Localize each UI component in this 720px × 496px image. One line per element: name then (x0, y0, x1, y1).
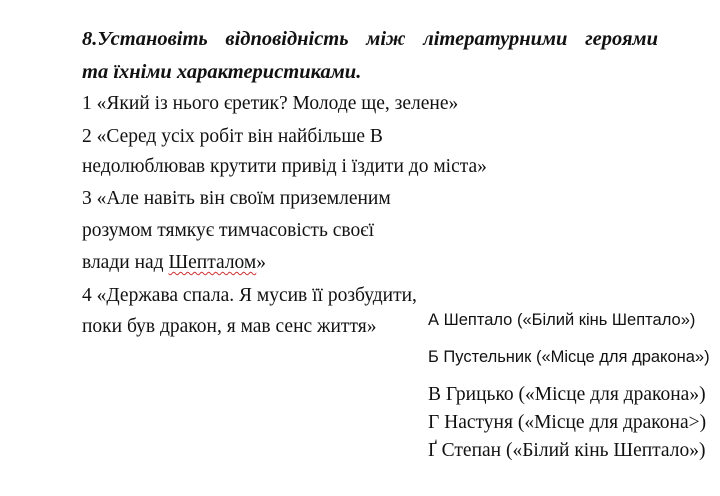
quote-4-line-2: поки був дракон, я мав сенс життя» (82, 316, 377, 337)
answer-gg: Ґ Степан («Білий кінь Шептало») (428, 440, 706, 461)
title-line-1: 8.Установіть відповідність між літературними героями (82, 28, 658, 50)
answer-g: Г Настуня («Місце для дракона>) (428, 412, 707, 433)
quote-3-text: влади над (82, 252, 169, 273)
title-line-2: та їхніми характеристиками. (82, 61, 362, 83)
quote-2-line-2: недолюблював крутити привід і їздити до міста» (82, 156, 487, 177)
quote-2-line-1: 2 «Серед усіх робіт він найбільше В (82, 126, 383, 147)
quote-1-line-1: 1 «Який із нього єретик? Молоде ще, зелене» (82, 93, 459, 114)
answer-b: Б Пустельник («Місце для дракона») (428, 348, 710, 366)
quote-3-line-2: розумом тямкує тимчасовість своєї (82, 220, 374, 241)
spellcheck-underlined-word: Шепталом (168, 252, 257, 273)
quote-3-closing: » (256, 252, 267, 273)
answer-a: А Шептало («Білий кінь Шептало») (428, 311, 696, 329)
quote-4-line-1: 4 «Держава спала. Я мусив її розбудити, (82, 285, 417, 306)
quote-3-line-3 (82, 251, 266, 275)
answer-v: В Грицько («Місце для дракона») (428, 384, 706, 405)
quote-3-line-1: 3 «Але навіть він своїм приземленим (82, 188, 391, 209)
